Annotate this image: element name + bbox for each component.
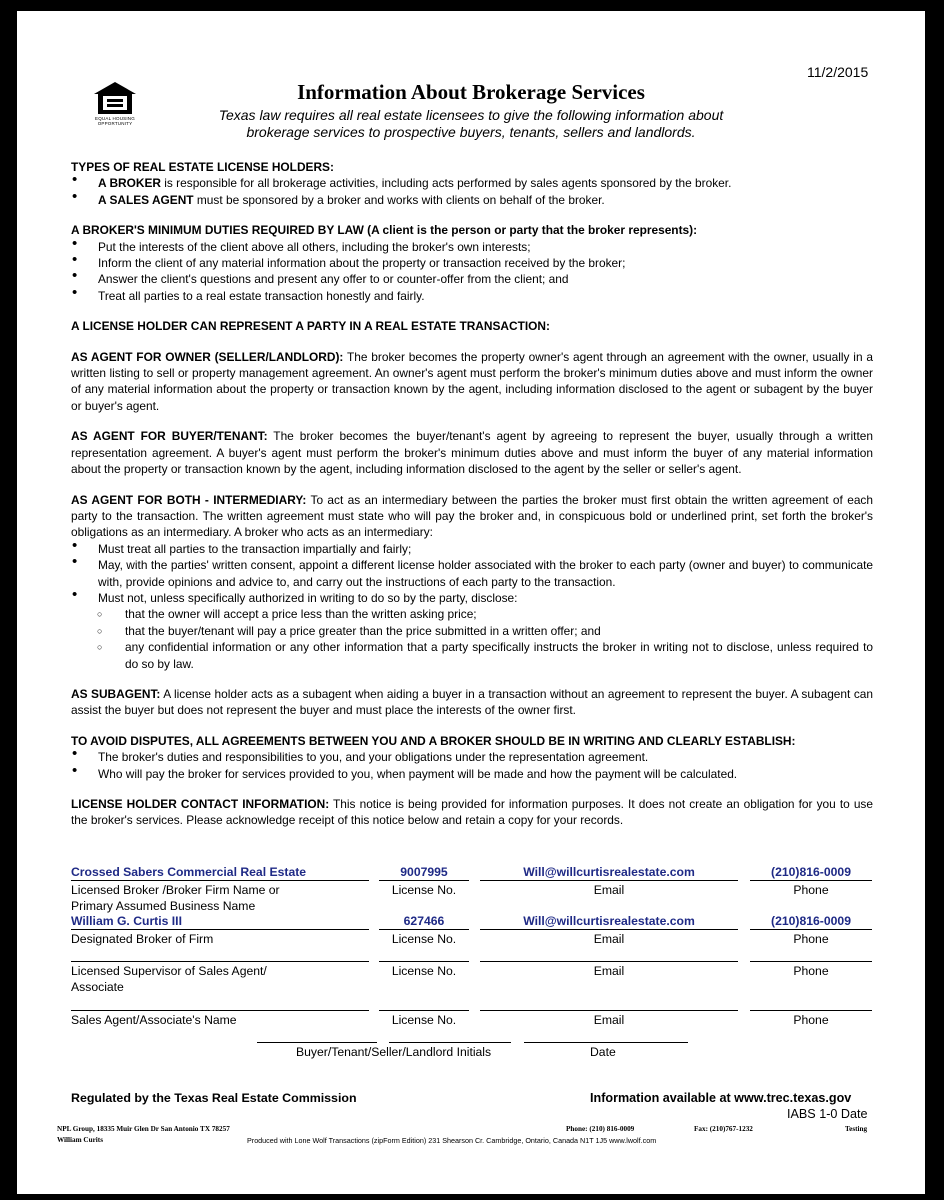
initials-field-2[interactable] [389, 1042, 511, 1043]
represent-heading: A LICENSE HOLDER CAN REPRESENT A PARTY IN A REAL ESTATE TRANSACTION: [71, 319, 550, 334]
initials-date-field[interactable] [524, 1042, 688, 1043]
designated-broker-email-value[interactable]: Will@willcurtisrealestate.com [523, 914, 695, 928]
email-label: Email [593, 932, 625, 946]
supervisor-label: Licensed Supervisor of Sales Agent/ [71, 964, 267, 978]
intro-text [167, 107, 775, 141]
document-body [71, 159, 873, 829]
owner-agent-paragraph: AS AGENT FOR OWNER (SELLER/LANDLORD): The broker becomes the property owner's agent through an agreement with the owner, usually in a written listing to sell or property management agreement. An owner's agent must perform the broker's minimum duties above and must inform the owner of any material information about the property or transaction known by the agent, including information disclosed to the agent or subagent by the buyer or buyer's agent. [71, 349, 873, 413]
list-item: • Inform the client of any material information about the property or transaction received by the broker; [71, 255, 873, 271]
footer-produced: Produced with Lone Wolf Transactions (zipForm Edition) 231 Shearson Cr. Cambridge, Ontario, Canada N1T 1J5 www.lwolf.com [247, 1136, 657, 1145]
intro-line-2: brokerage services to prospective buyers, tenants, sellers and landlords. [246, 124, 696, 140]
contact-paragraph: LICENSE HOLDER CONTACT INFORMATION: This notice is being provided for information purposes. It does not create an obligation for you to use the broker's services. Please acknowledge receipt of this notice below and retain a copy for your records. [71, 797, 873, 828]
intermediary-paragraph: AS AGENT FOR BOTH - INTERMEDIARY: To act as an intermediary between the parties the broker must first obtain the written agreement of each party to the transaction. The written agreement must state who will pay the broker and, in conspicuous bold or underlined print, set forth the broker's obligations as an intermediary. A broker who acts as an intermediary: [71, 492, 873, 540]
list-item: • Must not, unless specifically authorized in writing to do so by the party, disclose: [71, 590, 873, 606]
list-item: • Who will pay the broker for services provided to you, when payment will be made and how the payment will be calculated. [71, 766, 873, 782]
form-id: IABS 1-0 Date [787, 1107, 868, 1121]
designated-broker-label: Designated Broker of Firm [71, 932, 214, 946]
sales-agent-phone-field[interactable] [750, 1010, 872, 1011]
sales-agent-license-field[interactable] [379, 1010, 469, 1011]
email-label: Email [593, 964, 625, 978]
broker-firm-name-label-2: Primary Assumed Business Name [71, 899, 256, 913]
footer-company: NPL Group, 18335 Muir Glen Dr San Antonio TX 78257 [57, 1125, 230, 1133]
phone-label: Phone [793, 964, 829, 978]
license-label: License No. [391, 932, 457, 946]
regulated-text: Regulated by the Texas Real Estate Commission [71, 1091, 357, 1105]
supervisor-label-2: Associate [71, 980, 124, 994]
footer-agent: William Curits [57, 1136, 103, 1144]
disputes-heading: TO AVOID DISPUTES, ALL AGREEMENTS BETWEEN YOU AND A BROKER SHOULD BE IN WRITING AND CLEARLY ESTABLISH: [71, 733, 796, 748]
subagent-paragraph: AS SUBAGENT: A license holder acts as a subagent when aiding a buyer in a transaction without an agreement to represent the buyer. A subagent can assist the buyer but does not represent the buyer and must place the interests of the owner first. [71, 686, 874, 718]
email-label: Email [593, 1013, 625, 1027]
footer-phone: Phone: (210) 816-0009 [566, 1125, 635, 1133]
list-item: • Must treat all parties to the transaction impartially and fairly; [71, 541, 873, 557]
broker-email-value[interactable]: Will@willcurtisrealestate.com [523, 865, 695, 879]
list-item: • May, with the parties' written consent, appoint a different license holder associated with the broker to each party (owner and buyer) to communicate with, provide opinions and advice to, and carry out the instructions of each party to the transaction. [71, 557, 873, 590]
duties-heading: A BROKER'S MINIMUM DUTIES REQUIRED BY LAW (A client is the person or party that the broker represents): [71, 223, 698, 238]
sub-list-item: ○ that the buyer/tenant will pay a price greater than the price submitted in a written offer; and [71, 623, 873, 639]
sub-list-item: ○ that the owner will accept a price less than the written asking price; [71, 606, 873, 622]
license-label: License No. [391, 964, 457, 978]
broker-phone-value[interactable]: (210)816-0009 [771, 865, 851, 879]
buyer-agent-paragraph: AS AGENT FOR BUYER/TENANT: The broker becomes the buyer/tenant's agent by agreeing to represent the buyer, usually through a written representation agreement. A buyer's agent must perform the broker's minimum duties above and must inform the buyer of any material information about the property or transaction known by the agent, including information disclosed to the agent by the seller or seller's agent. [71, 429, 873, 477]
supervisor-license-field[interactable] [379, 961, 469, 962]
supervisor-name-field[interactable] [71, 961, 369, 962]
footer-doc-name: Testing [845, 1125, 868, 1133]
broker-firm-name-label: Licensed Broker /Broker Firm Name or [71, 883, 280, 897]
phone-label: Phone [793, 1013, 829, 1027]
document-page [17, 11, 925, 1194]
sub-list-item: ○ any confidential information or any other information that a party specifically instructs the broker in writing not to disclose, unless required to do so by law. [71, 639, 873, 672]
phone-label: Phone [793, 932, 829, 946]
equal-housing-text: EQUAL HOUSING OPPORTUNITY [95, 116, 135, 126]
phone-label: Phone [793, 883, 829, 897]
types-heading: TYPES OF REAL ESTATE LICENSE HOLDERS: [71, 160, 334, 174]
initials-label: Buyer/Tenant/Seller/Landlord Initials [296, 1045, 492, 1059]
sales-agent-label: Sales Agent/Associate's Name [71, 1013, 237, 1027]
document-title: Information About Brokerage Services [297, 80, 645, 104]
initials-field-1[interactable] [257, 1042, 377, 1043]
email-label: Email [593, 883, 625, 897]
license-label: License No. [391, 883, 457, 897]
sales-agent-email-field[interactable] [480, 1010, 738, 1011]
supervisor-email-field[interactable] [480, 961, 738, 962]
broker-license-value[interactable]: 9007995 [400, 865, 448, 879]
initials-date-label: Date [590, 1045, 616, 1059]
supervisor-phone-field[interactable] [750, 961, 872, 962]
license-label: License No. [391, 1013, 457, 1027]
list-item: • The broker's duties and responsibilities to you, and your obligations under the representation agreement. [71, 749, 873, 765]
designated-broker-value[interactable]: William G. Curtis III [71, 914, 182, 928]
list-item: • Put the interests of the client above all others, including the broker's own interests; [71, 239, 873, 255]
intro-line-1: Texas law requires all real estate licensees to give the following information about [218, 107, 724, 123]
list-item: • Treat all parties to a real estate transaction honestly and fairly. [71, 288, 873, 304]
list-item: • A BROKER is responsible for all brokerage activities, including acts performed by sales agents sponsored by the broker. [71, 175, 873, 191]
trec-info-text: Information available at www.trec.texas.gov [590, 1091, 852, 1105]
form-date: 11/2/2015 [807, 64, 869, 80]
list-item: • Answer the client's questions and present any offer to or counter-offer from the client; and [71, 271, 873, 287]
broker-firm-name-value[interactable]: Crossed Sabers Commercial Real Estate [71, 865, 307, 879]
designated-broker-license-value[interactable]: 627466 [403, 914, 445, 928]
sales-agent-name-field[interactable] [71, 1010, 369, 1011]
footer-fax: Fax: (210)767-1232 [694, 1125, 753, 1133]
designated-broker-phone-value[interactable]: (210)816-0009 [771, 914, 851, 928]
list-item: • A SALES AGENT must be sponsored by a broker and works with clients on behalf of the broker. [71, 192, 873, 208]
